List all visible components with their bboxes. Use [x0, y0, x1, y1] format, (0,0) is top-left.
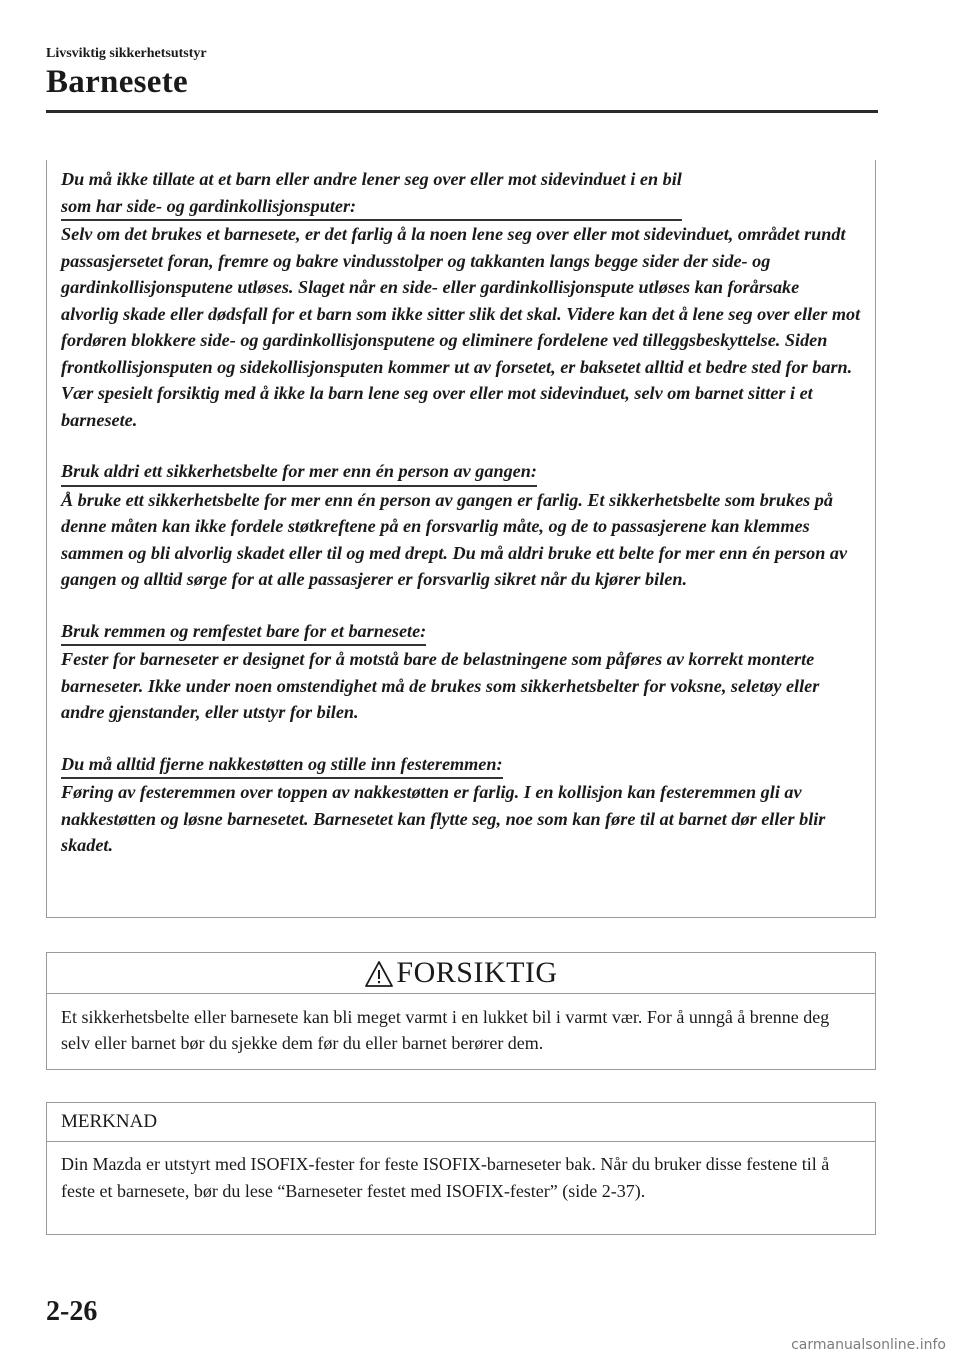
warning-triangle-icon [364, 960, 394, 988]
caution-header [47, 953, 875, 994]
warning-heading-line: Bruk aldri ett sikkerhetsbelte for mer enn én person av gangen: [61, 461, 537, 481]
warning-heading [61, 166, 682, 221]
warning-box [46, 160, 876, 918]
section-label: Livsviktig sikkerhetsutstyr [46, 46, 207, 61]
warning-heading [61, 751, 503, 780]
page-number: 2-26 [46, 1296, 98, 1327]
warning-body: Å bruke ett sikkerhetsbelte for mer enn én person av gangen er farlig. Et sikkerhetsbelte som brukes på denne måten kan ikke fordele støtkreftene på en forsvarlig måte, og de to passasjerene kan klemmes sammen og bli alvorlig skadet eller til og med drept. Du må aldri bruke ett belte for mer enn én person av gangen og alltid sørge for at alle passasjerer er forsvarlig sikret når du kjører bilen. [61, 489, 848, 589]
warning-body: Selv om det brukes et barnesete, er det farlig å la noen lene seg over eller mot sidevinduet, området rundt passasjersetet foran, fremre og bakre vindusstolper og takkanten langs begge sider der side- og gardinkollisjonsputene utløses. Slaget når en side- eller gardinkollisjonspute utløses kan forårsake alvorlig skade eller dødsfall for et barn som ikke sitter slik det skal. Videre kan det å lene seg over eller mot fordøren blokkere side- og gardinkollisjonsputene og eliminere fordelene ved tilleggsbeskyttelse. Siden frontkollisjonsputen og sidekollisjonsputen kommer ut av forsetet, er baksetet alltid et bedre sted for barn. Vær spesielt forsiktig med å ikke la barn lene seg over eller mot sidevinduet, selv om barnet sitter i et barnesete. [61, 224, 861, 430]
warning-block-one-belt [61, 458, 861, 593]
title-rule [46, 110, 878, 113]
warning-heading-line: Bruk remmen og remfestet bare for et barnesete: [61, 620, 427, 641]
warning-heading-line: Du må alltid fjerne nakkestøtten og stille inn festeremmen: [61, 753, 503, 774]
caution-title: FORSIKTIG [396, 956, 558, 989]
warning-block-headrest [61, 751, 861, 859]
note-box [46, 1102, 876, 1235]
note-body: Din Mazda er utstyrt med ISOFIX-fester for feste ISOFIX-barneseter bak. Når du bruker disse festene til å feste et barnesete, bør du lese “Barneseter festet med ISOFIX-fester” (side 2-37). [61, 1154, 830, 1201]
warning-heading-line: Du må ikke tillate at et barn eller andre lener seg over eller mot sidevinduet i en bil [61, 169, 682, 189]
caution-box [46, 952, 876, 1070]
warning-body: Fester for barneseter er designet for å motstå bare de belastningene som påføres av korrekt monterte barneseter. Ikke under noen omstendighet må de brukes som sikkerhetsbelter for voksne, seletøy eller andre gjenstander, eller utstyr for bilen. [61, 649, 820, 722]
caution-body: Et sikkerhetsbelte eller barnesete kan bli meget varmt i en lukket bil i varmt vær. For å unngå å brenne deg selv eller barnet bør du sjekke dem før du eller barnet berører dem. [61, 1007, 830, 1053]
warning-heading [61, 618, 426, 647]
note-title: MERKNAD [47, 1103, 875, 1142]
warning-block-tether [61, 618, 861, 726]
warning-body: Føring av festeremmen over toppen av nakkestøtten er farlig. I en kollisjon kan festeremmen gli av nakkestøtten og løsne barnesetet. Barnesetet kan flytte seg, noe som kan føre til at barnet dør eller blir skadet. [61, 782, 826, 855]
warning-heading [61, 458, 537, 487]
watermark: carmanualsonline.info [791, 1337, 946, 1353]
page-title: Barnesete [46, 64, 188, 100]
warning-heading-line: som har side- og gardinkollisjonsputer: [61, 195, 357, 216]
warning-block-side-window [61, 166, 861, 433]
